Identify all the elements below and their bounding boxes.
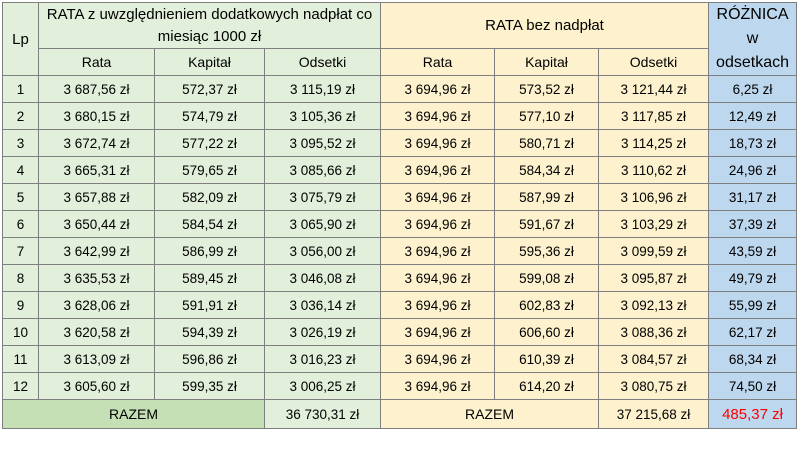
cell-rata-overpay: 3 620,58 zł [39, 319, 155, 346]
subheader-odsetki-plain: Odsetki [599, 49, 709, 76]
cell-rata-overpay: 3 672,74 zł [39, 130, 155, 157]
cell-lp: 5 [3, 184, 39, 211]
table-header [3, 3, 797, 76]
cell-kapital-overpay: 584,54 zł [155, 211, 265, 238]
cell-roznica: 18,73 zł [709, 130, 797, 157]
subheader-rata-plain: Rata [381, 49, 495, 76]
subheader-kapital-plain: Kapitał [495, 49, 599, 76]
cell-odsetki-overpay: 3 056,00 zł [265, 238, 381, 265]
cell-odsetki-overpay: 3 006,25 zł [265, 373, 381, 400]
cell-rata-overpay: 3 628,06 zł [39, 292, 155, 319]
cell-kapital-overpay: 594,39 zł [155, 319, 265, 346]
cell-lp: 7 [3, 238, 39, 265]
table-row [3, 76, 797, 103]
cell-rata-plain: 3 694,96 zł [381, 265, 495, 292]
table-row [3, 211, 797, 238]
header-difference-line2: w odsetkach [716, 30, 789, 71]
cell-kapital-plain: 610,39 zł [495, 346, 599, 373]
cell-odsetki-overpay: 3 085,66 zł [265, 157, 381, 184]
cell-kapital-overpay: 577,22 zł [155, 130, 265, 157]
table-footer [3, 400, 797, 429]
header-difference-line1: RÓŻNICA [716, 6, 789, 23]
cell-rata-plain: 3 694,96 zł [381, 292, 495, 319]
cell-roznica: 49,79 zł [709, 265, 797, 292]
cell-lp: 8 [3, 265, 39, 292]
table-body [3, 76, 797, 400]
cell-odsetki-overpay: 3 075,79 zł [265, 184, 381, 211]
table-row [3, 373, 797, 400]
cell-roznica: 43,59 zł [709, 238, 797, 265]
cell-kapital-overpay: 599,35 zł [155, 373, 265, 400]
cell-odsetki-plain: 3 088,36 zł [599, 319, 709, 346]
cell-kapital-plain: 606,60 zł [495, 319, 599, 346]
cell-kapital-plain: 573,52 zł [495, 76, 599, 103]
cell-lp: 2 [3, 103, 39, 130]
cell-roznica: 62,17 zł [709, 319, 797, 346]
cell-odsetki-overpay: 3 105,36 zł [265, 103, 381, 130]
cell-odsetki-plain: 3 106,96 zł [599, 184, 709, 211]
cell-lp: 3 [3, 130, 39, 157]
cell-kapital-overpay: 572,37 zł [155, 76, 265, 103]
table-row [3, 157, 797, 184]
cell-odsetki-overpay: 3 016,23 zł [265, 346, 381, 373]
cell-rata-plain: 3 694,96 zł [381, 346, 495, 373]
cell-roznica: 24,96 zł [709, 157, 797, 184]
cell-rata-plain: 3 694,96 zł [381, 184, 495, 211]
cell-rata-overpay: 3 650,44 zł [39, 211, 155, 238]
cell-kapital-plain: 614,20 zł [495, 373, 599, 400]
header-lp: Lp [3, 3, 39, 76]
table-row [3, 184, 797, 211]
subheader-kapital-overpay: Kapitał [155, 49, 265, 76]
cell-odsetki-overpay: 3 095,52 zł [265, 130, 381, 157]
cell-rata-overpay: 3 665,31 zł [39, 157, 155, 184]
cell-rata-overpay: 3 635,53 zł [39, 265, 155, 292]
table-row [3, 103, 797, 130]
footer-sum-odsetki-overpay: 36 730,31 zł [265, 400, 381, 429]
cell-rata-plain: 3 694,96 zł [381, 238, 495, 265]
cell-lp: 11 [3, 346, 39, 373]
cell-odsetki-plain: 3 114,25 zł [599, 130, 709, 157]
cell-lp: 6 [3, 211, 39, 238]
footer-sum-odsetki-plain: 37 215,68 zł [599, 400, 709, 429]
cell-odsetki-plain: 3 084,57 zł [599, 346, 709, 373]
cell-kapital-plain: 595,36 zł [495, 238, 599, 265]
cell-lp: 4 [3, 157, 39, 184]
cell-odsetki-plain: 3 080,75 zł [599, 373, 709, 400]
cell-odsetki-overpay: 3 065,90 zł [265, 211, 381, 238]
cell-kapital-overpay: 579,65 zł [155, 157, 265, 184]
cell-odsetki-plain: 3 099,59 zł [599, 238, 709, 265]
cell-kapital-overpay: 596,86 zł [155, 346, 265, 373]
cell-kapital-overpay: 591,91 zł [155, 292, 265, 319]
cell-rata-plain: 3 694,96 zł [381, 373, 495, 400]
table-row [3, 319, 797, 346]
cell-kapital-plain: 584,34 zł [495, 157, 599, 184]
cell-kapital-overpay: 574,79 zł [155, 103, 265, 130]
table-row [3, 346, 797, 373]
header-difference [709, 3, 797, 76]
cell-odsetki-plain: 3 095,87 zł [599, 265, 709, 292]
footer-row-totals [3, 400, 797, 429]
cell-roznica: 31,17 zł [709, 184, 797, 211]
cell-lp: 9 [3, 292, 39, 319]
cell-lp: 1 [3, 76, 39, 103]
cell-roznica: 74,50 zł [709, 373, 797, 400]
footer-label-razem-overpay: RAZEM [3, 400, 265, 429]
header-group-without-overpayment: RATA bez nadpłat [381, 3, 709, 49]
cell-kapital-overpay: 582,09 zł [155, 184, 265, 211]
cell-odsetki-plain: 3 110,62 zł [599, 157, 709, 184]
cell-rata-plain: 3 694,96 zł [381, 130, 495, 157]
table-row [3, 292, 797, 319]
cell-rata-plain: 3 694,96 zł [381, 319, 495, 346]
cell-odsetki-overpay: 3 046,08 zł [265, 265, 381, 292]
cell-kapital-plain: 602,83 zł [495, 292, 599, 319]
cell-rata-overpay: 3 680,15 zł [39, 103, 155, 130]
table-row [3, 238, 797, 265]
subheader-rata-overpay: Rata [39, 49, 155, 76]
cell-odsetki-overpay: 3 115,19 zł [265, 76, 381, 103]
cell-odsetki-plain: 3 103,29 zł [599, 211, 709, 238]
cell-kapital-plain: 577,10 zł [495, 103, 599, 130]
cell-rata-overpay: 3 613,09 zł [39, 346, 155, 373]
cell-odsetki-plain: 3 092,13 zł [599, 292, 709, 319]
cell-roznica: 37,39 zł [709, 211, 797, 238]
cell-roznica: 68,34 zł [709, 346, 797, 373]
cell-kapital-overpay: 586,99 zł [155, 238, 265, 265]
cell-rata-plain: 3 694,96 zł [381, 157, 495, 184]
footer-sum-roznica: 485,37 zł [709, 400, 797, 429]
amortization-table [2, 2, 797, 429]
table-row [3, 130, 797, 157]
cell-rata-overpay: 3 605,60 zł [39, 373, 155, 400]
header-group-with-overpayment: RATA z uwzględnieniem dodatkowych nadpłat co miesiąc 1000 zł [39, 3, 381, 49]
cell-roznica: 12,49 zł [709, 103, 797, 130]
cell-odsetki-plain: 3 117,85 zł [599, 103, 709, 130]
cell-rata-overpay: 3 642,99 zł [39, 238, 155, 265]
cell-roznica: 55,99 zł [709, 292, 797, 319]
cell-odsetki-overpay: 3 026,19 zł [265, 319, 381, 346]
cell-roznica: 6,25 zł [709, 76, 797, 103]
cell-lp: 10 [3, 319, 39, 346]
cell-rata-plain: 3 694,96 zł [381, 76, 495, 103]
cell-lp: 12 [3, 373, 39, 400]
cell-kapital-plain: 591,67 zł [495, 211, 599, 238]
cell-kapital-plain: 587,99 zł [495, 184, 599, 211]
cell-kapital-overpay: 589,45 zł [155, 265, 265, 292]
cell-kapital-plain: 580,71 zł [495, 130, 599, 157]
cell-kapital-plain: 599,08 zł [495, 265, 599, 292]
footer-label-razem-plain: RAZEM [381, 400, 599, 429]
cell-rata-overpay: 3 657,88 zł [39, 184, 155, 211]
header-row-groups [3, 3, 797, 49]
header-row-subcolumns [3, 49, 797, 76]
cell-rata-plain: 3 694,96 zł [381, 103, 495, 130]
cell-odsetki-plain: 3 121,44 zł [599, 76, 709, 103]
cell-rata-overpay: 3 687,56 zł [39, 76, 155, 103]
cell-rata-plain: 3 694,96 zł [381, 211, 495, 238]
subheader-odsetki-overpay: Odsetki [265, 49, 381, 76]
cell-odsetki-overpay: 3 036,14 zł [265, 292, 381, 319]
table-row [3, 265, 797, 292]
